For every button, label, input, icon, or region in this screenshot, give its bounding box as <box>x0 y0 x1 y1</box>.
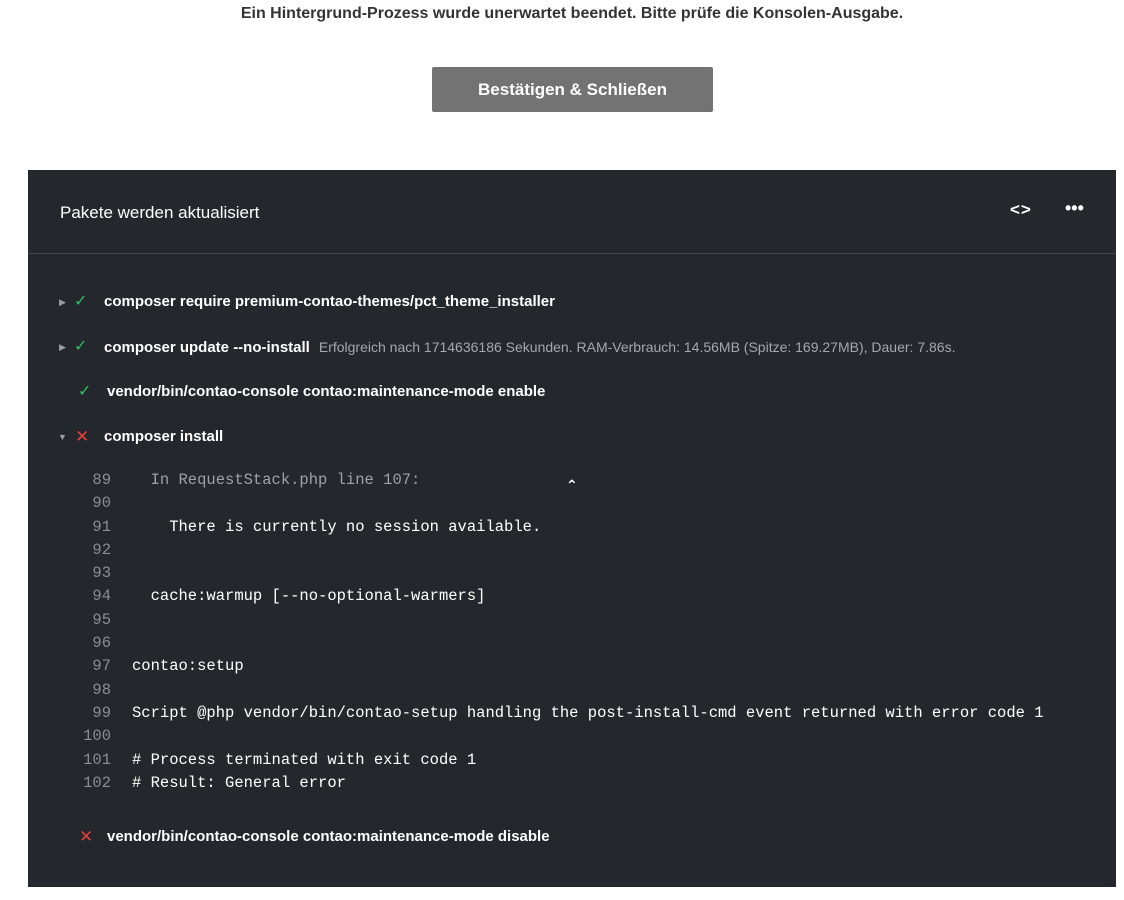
check-icon: ✓ <box>74 338 88 355</box>
confirm-close-button[interactable]: Bestätigen & Schließen <box>432 67 713 112</box>
log-line: 96 <box>92 634 111 653</box>
log-line: 101 # Process terminated with exit code 1 <box>83 750 477 769</box>
expand-icon[interactable]: ▶ <box>59 297 66 307</box>
log-line: 94 cache:warmup [--no-optional-warmers] <box>92 587 486 606</box>
task-command: vendor/bin/contao-console contao:maintenance-mode enable <box>107 383 546 400</box>
cross-icon: ✕ <box>79 827 94 846</box>
task-command: composer require premium-contao-themes/pct_theme_installer <box>104 293 555 310</box>
log-line: 89 In RequestStack.php line 107: <box>92 471 421 489</box>
log-line: 95 <box>92 610 111 629</box>
error-notice: Ein Hintergrund-Prozess wurde unerwartet beendet. Bitte prüfe die Konsolen-Ausgabe. <box>240 5 904 22</box>
log-line: 91 There is currently no session available. <box>92 517 542 536</box>
log-line: 100 <box>83 727 111 746</box>
task-command: vendor/bin/contao-console contao:maintenance-mode disable <box>107 828 550 845</box>
log-line: 98 <box>92 680 111 699</box>
log-output <box>28 469 1116 795</box>
task-command: composer update --no-install <box>104 339 310 356</box>
console-panel <box>28 170 1116 887</box>
log-line: 102 # Result: General error <box>83 773 346 792</box>
log-line: 93 <box>92 564 111 583</box>
log-line: 99 Script @php vendor/bin/contao-setup handling the post-install-cmd event returned with error code 1 <box>92 703 1044 722</box>
cross-icon: ✕ <box>75 427 90 446</box>
collapse-icon[interactable]: ▼ <box>58 432 67 442</box>
expand-icon[interactable]: ▶ <box>59 342 66 352</box>
log-line: 92 <box>92 540 111 559</box>
console-header <box>28 170 1116 254</box>
log-line: 90 <box>92 494 111 513</box>
check-icon: ✓ <box>78 383 92 400</box>
task-command: composer install <box>104 428 224 445</box>
more-icon[interactable]: ••• <box>1065 198 1084 218</box>
check-icon: ✓ <box>74 293 88 310</box>
code-toggle-icon[interactable]: <> <box>1010 200 1032 219</box>
console-title: Pakete werden aktualisiert <box>60 203 260 222</box>
chevron-up-icon[interactable]: ⌃ <box>566 477 578 493</box>
task-meta: Erfolgreich nach 1714636186 Sekunden. RAM-Verbrauch: 14.56MB (Spitze: 169.27MB), Dauer: 7.86s. <box>318 339 956 355</box>
log-line: 97 contao:setup <box>92 657 244 676</box>
